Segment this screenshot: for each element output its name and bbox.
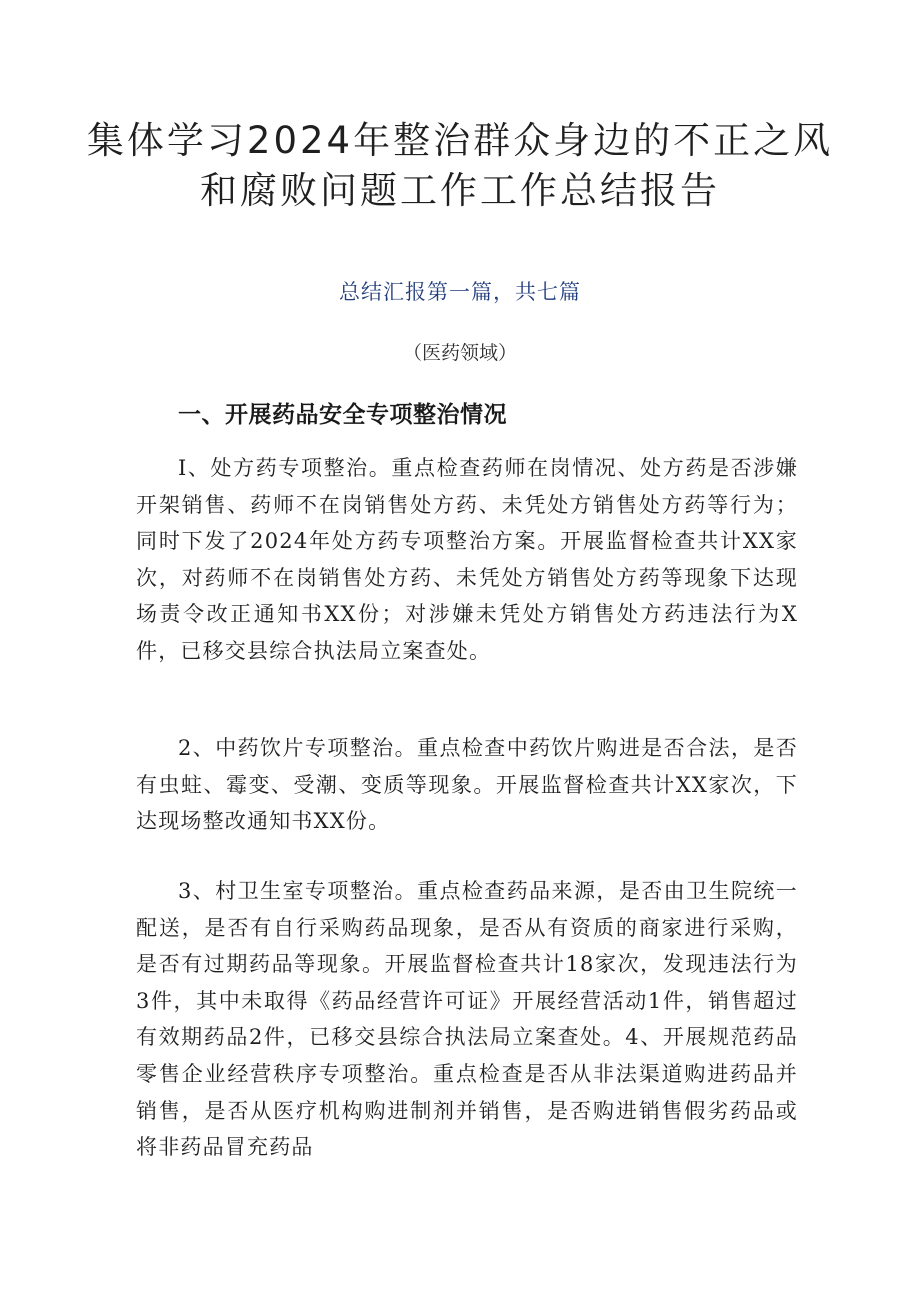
document-title-line-1: 集体学习2024年整治群众身边的不正之风	[86, 119, 834, 162]
document-title-line-2: 和腐败问题工作工作总结报告	[200, 169, 720, 212]
section-heading: 一、开展药品安全专项整治情况	[178, 402, 507, 428]
paragraph-prescription-drugs: I、处方药专项整治。重点检查药师在岗情况、处方药是否涉嫌开架销售、药师不在岗销售处方药、未凭处方销售处方药等行为；同时下发了2024年处方药专项整治方案。开展监督检查共计XX家次，对药师不在岗销售处方药、未凭处方销售处方药等现象下达现场责令改正通知书XX份；对涉嫌未凭处方销售处方药违法行为X件，已移交县综合执法局立案查处。	[136, 456, 798, 663]
document-subtitle: 总结汇报第一篇，共七篇	[339, 280, 581, 304]
paragraph-village-clinics: 3、村卫生室专项整治。重点检查药品来源，是否由卫生院统一配送，是否有自行采购药品现象，是否从有资质的商家进行采购，是否有过期药品等现象。开展监督检查共计18家次，发现违法行为3件，其中未取得《药品经营许可证》开展经营活动1件，销售超过有效期药品2件，已移交县综合执法局立案查处。4、开展规范药品零售企业经营秩序专项整治。重点检查是否从非法渠道购进药品并销售，是否从医疗机构购进制剂并销售，是否购进销售假劣药品或将非药品冒充药品	[136, 879, 798, 1160]
document-field-label: （医药领域）	[402, 342, 517, 364]
paragraph-chinese-herbal-pieces: 2、中药饮片专项整治。重点检查中药饮片购进是否合法，是否有虫蛀、霉变、受潮、变质等现象。开展监督检查共计XX家次，下达现场整改通知书XX份。	[136, 736, 798, 834]
